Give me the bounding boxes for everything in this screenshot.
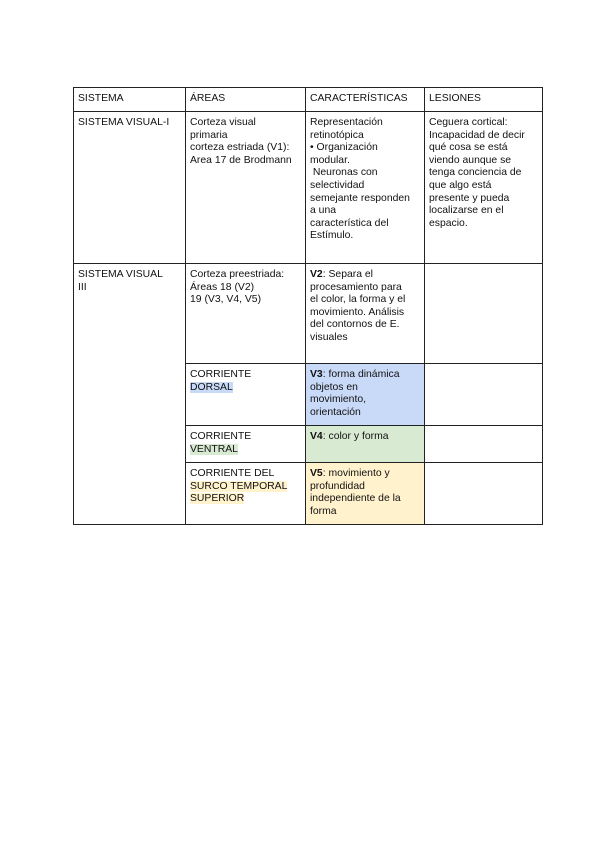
areas-cell: [186, 426, 306, 463]
area-code: V5: [310, 468, 323, 479]
sistema-cell: SISTEMA VISUAL-I: [74, 112, 186, 264]
text-line: característica del: [310, 217, 389, 229]
text-line: III: [78, 281, 87, 293]
text-line: independiente de la: [310, 493, 401, 505]
highlighted-text: SURCO TEMPORAL: [190, 480, 288, 492]
text-line: selectividad: [310, 179, 365, 191]
area-code: V2: [310, 269, 323, 280]
text-line: SISTEMA VISUAL: [78, 269, 163, 280]
areas-cell: [186, 112, 306, 264]
text-line: procesamiento para: [310, 281, 402, 293]
text-line: Áreas 18 (V2): [190, 281, 255, 293]
text-line: • Organización: [310, 142, 378, 154]
text-line: localizarse en el: [429, 205, 504, 217]
lesiones-cell: [425, 364, 543, 426]
header-sistema: SISTEMA: [74, 88, 186, 112]
text-line: semejante responden: [310, 192, 410, 204]
highlighted-text: SUPERIOR: [190, 493, 245, 505]
text-line: qué cosa se está: [429, 142, 508, 154]
caracteristicas-cell: [306, 364, 425, 426]
header-areas: ÁREAS: [186, 88, 306, 112]
text-line: movimiento. Análisis: [310, 306, 405, 318]
text-line: que algo está: [429, 179, 492, 191]
text-line: Corteza visual: [190, 117, 256, 128]
text-line: : forma dinámica: [322, 369, 400, 380]
lesiones-cell: [425, 426, 543, 463]
areas-cell: [186, 463, 306, 525]
text-line: profundidad: [310, 480, 365, 492]
highlighted-text: DORSAL: [190, 381, 233, 393]
caracteristicas-cell: [306, 426, 425, 463]
text-line: primaria: [190, 129, 228, 141]
text-line: Ceguera cortical:: [429, 117, 508, 128]
text-line: espacio.: [429, 217, 468, 229]
text-line: Incapacidad de decir: [429, 129, 525, 141]
text-line: el color, la forma y el: [310, 294, 406, 306]
text-line: retinotópica: [310, 129, 364, 141]
text-line: visuales: [310, 331, 348, 343]
text-line: movimiento,: [310, 394, 367, 406]
caracteristicas-cell: [306, 264, 425, 364]
area-code: V3: [310, 369, 323, 380]
text-line: objetos en: [310, 381, 358, 393]
caracteristicas-cell: [306, 463, 425, 525]
text-line: Neuronas con: [310, 167, 378, 179]
header-caracteristicas: CARACTERÍSTICAS: [306, 88, 425, 112]
table-row: [74, 112, 543, 264]
text-line: modular.: [310, 154, 350, 166]
text-line: viendo aunque se: [429, 154, 512, 166]
text-line: orientación: [310, 406, 361, 418]
text-line: Corteza preestriada:: [190, 269, 285, 280]
areas-cell: [186, 364, 306, 426]
lesiones-cell: [425, 264, 543, 364]
text-line: CORRIENTE DEL: [190, 468, 275, 479]
text-line: del contornos de E.: [310, 319, 400, 331]
highlighted-text: VENTRAL: [190, 443, 238, 455]
area-code: V4: [310, 431, 323, 442]
caracteristicas-cell: [306, 112, 425, 264]
text-line: corteza estriada (V1):: [190, 142, 290, 154]
table-row: [74, 264, 543, 364]
lesiones-cell: [425, 112, 543, 264]
text-line: CORRIENTE: [190, 431, 252, 442]
areas-cell: [186, 264, 306, 364]
sistema-cell: [74, 264, 186, 525]
text-line: CORRIENTE: [190, 369, 252, 380]
text-line: Representación: [310, 117, 383, 128]
text-line: Estímulo.: [310, 230, 354, 242]
text-line: : movimiento y: [322, 468, 390, 479]
text-line: forma: [310, 505, 337, 517]
text-line: 19 (V3, V4, V5): [190, 294, 262, 306]
header-lesiones: LESIONES: [425, 88, 543, 112]
text-line: tenga conciencia de: [429, 167, 522, 179]
text-line: Area 17 de Brodmann: [190, 154, 292, 166]
text-line: presente y pueda: [429, 192, 510, 204]
areas-table: [73, 87, 543, 525]
table-header-row: [74, 88, 543, 112]
text-line: : color y forma: [322, 431, 389, 442]
lesiones-cell: [425, 463, 543, 525]
text-line: a una: [310, 205, 337, 217]
text-line: : Separa el: [322, 269, 373, 280]
